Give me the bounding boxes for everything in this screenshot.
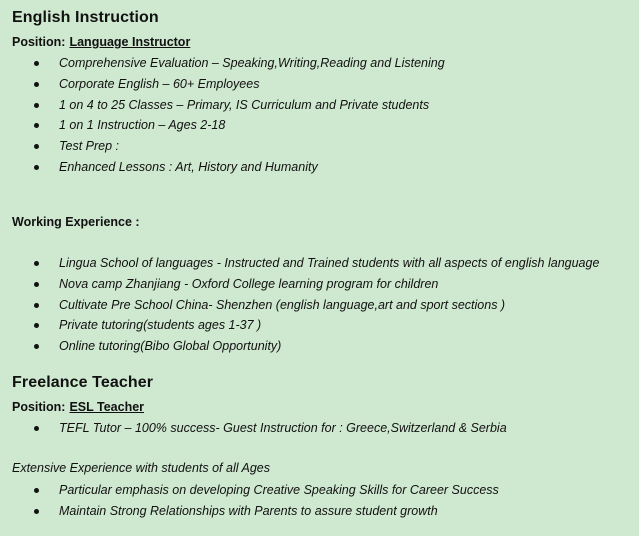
extensive-experience-text: Extensive Experience with students of all Ages <box>12 461 271 475</box>
list-item: Nova camp Zhanjiang - Oxford College learning program for children <box>0 274 599 295</box>
list-item: 1 on 4 to 25 Classes – Primary, IS Curriculum and Private students <box>0 95 445 116</box>
list-item: Cultivate Pre School China- Shenzhen (english language,art and sport sections ) <box>0 295 599 316</box>
english-instruction-list <box>0 53 445 178</box>
position-line-1 <box>12 35 190 49</box>
bullet-icon <box>34 509 39 514</box>
list-item: TEFL Tutor – 100% success- Guest Instruction for : Greece,Switzerland & Serbia <box>0 418 507 439</box>
list-item: Lingua School of languages - Instructed and Trained students with all aspects of english language <box>0 253 599 274</box>
bullet-icon <box>34 61 39 66</box>
working-experience-heading: Working Experience : <box>12 215 140 229</box>
list-item: Comprehensive Evaluation – Speaking,Writing,Reading and Listening <box>0 53 445 74</box>
bullet-icon <box>34 323 39 328</box>
bullet-icon <box>34 82 39 87</box>
extensive-experience-list <box>0 480 499 522</box>
bullet-icon <box>34 282 39 287</box>
section-title-english-instruction: English Instruction <box>12 9 159 26</box>
position-label: Position: <box>12 35 66 49</box>
bullet-icon <box>34 144 39 149</box>
position-label: Position: <box>12 400 66 414</box>
position-value: ESL Teacher <box>69 400 145 414</box>
list-item: Particular emphasis on developing Creative Speaking Skills for Career Success <box>0 480 499 501</box>
list-item: Online tutoring(Bibo Global Opportunity) <box>0 336 599 357</box>
bullet-icon <box>34 344 39 349</box>
list-item: Maintain Strong Relationships with Parents to assure student growth <box>0 501 499 522</box>
list-item: Enhanced Lessons : Art, History and Humanity <box>0 157 445 178</box>
list-item: Test Prep : <box>0 136 445 157</box>
list-item: Corporate English – 60+ Employees <box>0 74 445 95</box>
bullet-icon <box>34 261 39 266</box>
bullet-icon <box>34 103 39 108</box>
position-value: Language Instructor <box>69 35 191 49</box>
section-title-freelance-teacher: Freelance Teacher <box>12 374 154 391</box>
bullet-icon <box>34 303 39 308</box>
list-item: 1 on 1 Instruction – Ages 2-18 <box>0 115 445 136</box>
bullet-icon <box>34 165 39 170</box>
list-item: Private tutoring(students ages 1-37 ) <box>0 315 599 336</box>
bullet-icon <box>34 488 39 493</box>
bullet-icon <box>34 123 39 128</box>
working-experience-list <box>0 253 599 357</box>
freelance-list <box>0 418 507 439</box>
position-line-2 <box>12 400 144 414</box>
bullet-icon <box>34 426 39 431</box>
